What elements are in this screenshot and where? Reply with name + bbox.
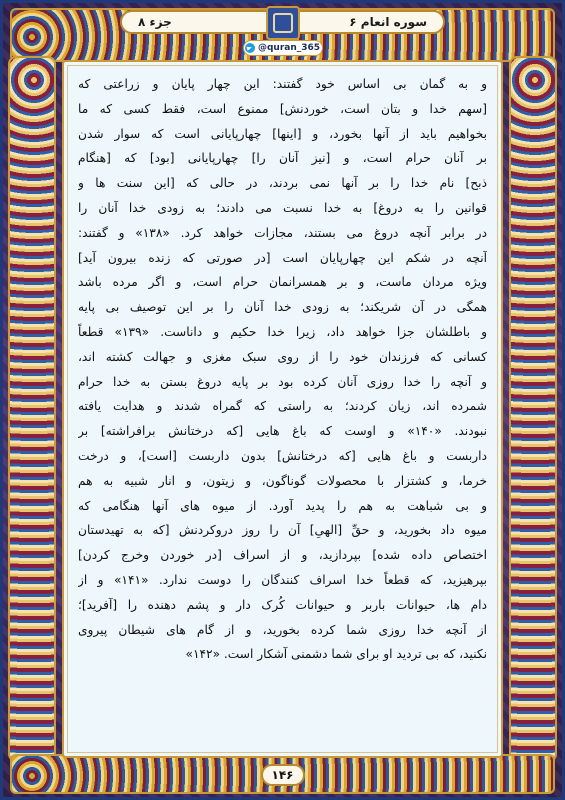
translation-text-panel	[62, 60, 503, 758]
text-line: و بی شباهت به هم را پدید آورد. از میوه های آنها هنگامی که	[78, 498, 487, 513]
text-line: و به گمان بی اساس خود گفتند: این چهار پایان و زراعتی که	[78, 77, 487, 91]
text-line: [سهم خدا و بتان است، خوردنش] ممنوع است، فقط کسی که ما	[78, 101, 487, 116]
left-ornament-border	[8, 56, 56, 762]
text-line: اختصاص داده شده] بپردازید، و از اسراف [در خوردن وخرج کردن]	[78, 548, 487, 563]
text-line: خرما، و کشتزار با محصولات گوناگون، و زیتون، و انار شبیه به هم	[78, 473, 487, 488]
surah-label: سوره انعام ۶	[349, 15, 427, 29]
text-line: و باطلشان جزا خواهد داد، زیرا خدا حکیم و داناست. «۱۳۹» قطعاً	[78, 324, 487, 339]
text-line: همگی در آن شریکند؛ به زودی خدا آنان را بر این توصیف بی پایه	[78, 300, 487, 315]
text-line: کسانی که فرزندان خود را از روی سبک مغزی و جهالت کشته اند،	[78, 349, 487, 364]
text-line: نکنید، که بی تردید او برای شما دشمنی آشکار است. «۱۴۲»	[185, 647, 487, 662]
text-line: ویژه مردان ماست، و بر همسرانمان حرام است، و اگر مرده باشد	[78, 275, 487, 290]
text-line: ذبح] نام خدا را بر آنها نمی بردند، در حالی که [این سنت ها و	[78, 176, 487, 191]
page-number: ۱۴۶	[271, 768, 294, 782]
channel-badge[interactable]	[243, 40, 323, 56]
page-number-badge	[261, 764, 305, 786]
text-line: شمرده اند، زیان کردند؛ به راستی که گمراه شدند و هدایت یافته	[78, 399, 487, 414]
text-line: نبودند. «۱۴۰» و اوست که باغ هایی [که درختانش برافراشته] بر	[78, 424, 487, 439]
text-line: در برابر آنچه دروغ می بستند، مجازات خواهد کرد. «۱۳۸» و گفتند:	[78, 225, 487, 240]
juz-label: جزء ۸	[138, 15, 172, 29]
logo-inner-square	[273, 13, 293, 33]
text-line: آنچه در شکم این چهارپایان است [در صورتی که زنده بیرون آید]	[78, 250, 487, 265]
telegram-icon	[245, 43, 255, 53]
channel-handle: @quran_365	[257, 43, 321, 53]
text-line: بر آنان حرام است، و [نیز آنان را] چهارپایانی [بود] که [هنگام	[78, 151, 487, 166]
text-lines	[78, 72, 487, 667]
text-line: بپرهیزید، که قطعاً خدا اسراف کنندگان را دوست ندارد. «۱۴۱» و از	[78, 572, 487, 587]
text-line: و آنچه را خدا روزی آنان کرده بود بر پایه دروغ بستن به خدا حرام	[78, 374, 487, 389]
text-line: دام ها، حیوانات باربر و حیوانات کُرک دار و پشم دهنده را [آفرید]؛	[78, 597, 487, 612]
text-line: از آنچه خدا روزی شما کرده بخورید، و از گام های شیطان پیروی	[78, 622, 487, 637]
text-line: قوانین را به دروغ] به خدا نسبت می دادند؛ به زودی خدا آنان را	[78, 200, 487, 215]
text-line: داربست و باغ هایی [که درختانش] بدون داربست [است]، و درخت	[78, 448, 487, 463]
right-ornament-border	[509, 56, 557, 762]
quran-logo-icon	[266, 6, 300, 40]
text-line: بخواهیم باید از آنها بخورد، و [اینها] چهارپایانی است که سوار شدن	[78, 126, 487, 141]
text-line: میوه داد بخورید، و حقِّ [الهیِ] آن را روز دروکردنش [که به تهیدستان	[78, 523, 487, 538]
